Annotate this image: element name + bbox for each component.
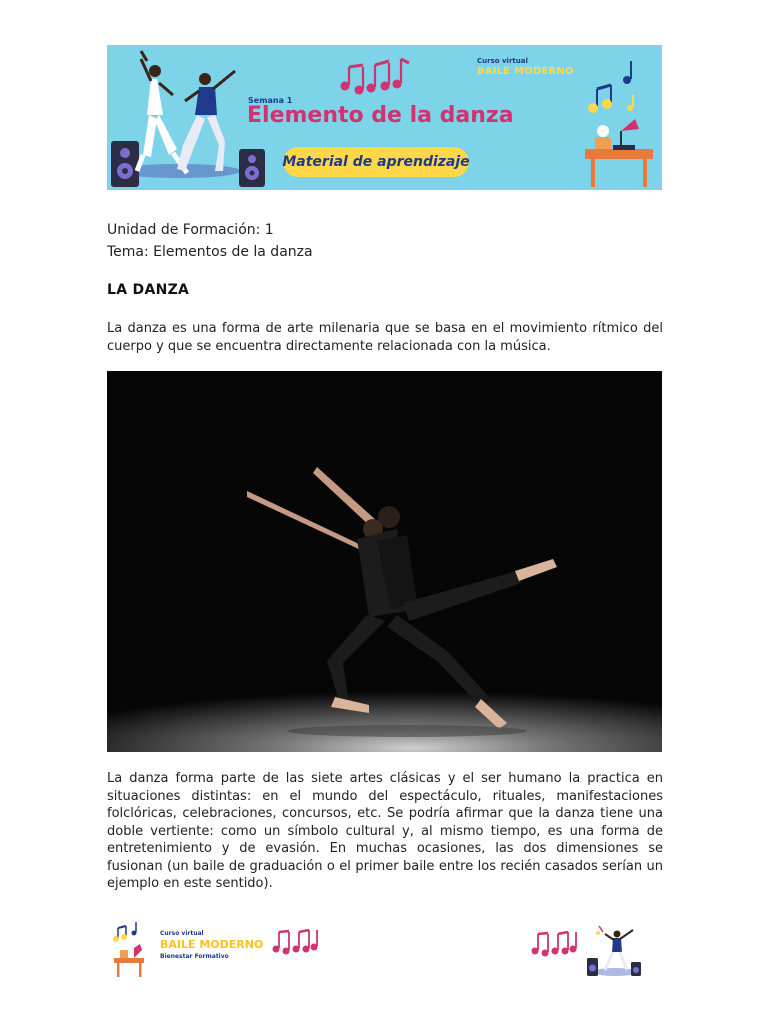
paragraph-intro: La danza es una forma de arte milenaria que se basa en el movimiento rítmico del cuerpo y que se encuentra directamente relacionada con la música.	[107, 321, 663, 354]
banner-pill: Material de aprendizaje	[283, 147, 469, 177]
music-notes-icon	[341, 59, 410, 95]
footer-subtitle: Bienestar Formativo	[160, 953, 229, 960]
speaker-icon	[111, 141, 139, 187]
ballet-photo	[107, 371, 662, 752]
footer-course-label: Curso virtual	[160, 930, 204, 937]
banner-course-name: BAILE MODERNO	[477, 66, 574, 77]
music-notes-icon	[588, 61, 633, 113]
dancer-illustration	[177, 71, 235, 171]
header-banner	[107, 45, 662, 190]
document-meta	[107, 219, 313, 263]
banner-title: Elemento de la danza	[247, 103, 514, 128]
dancer-illustration	[137, 51, 187, 173]
table-illustration	[585, 119, 653, 187]
topic-line: Tema: Elementos de la danza	[107, 244, 313, 260]
music-notes-icon	[530, 930, 580, 960]
music-notes-icon	[271, 928, 321, 958]
unit-line: Unidad de Formación: 1	[107, 222, 274, 238]
section-heading: LA DANZA	[107, 282, 190, 298]
paragraph-main: La danza forma parte de las siete artes clásicas y el ser humano la practica en situaciones distintas: en el mundo del espectáculo, rituales, manifestaciones folclóricas, celebraciones, concursos, etc. Se podría afirmar que la danza tiene una doble vertiente: como un símbolo cultural y, al mismo tiempo, es una forma de entretenimiento y de evasión. En muchas ocasiones, las dos dimensiones se fusionan (un baile de graduación o el primer baile entre los recién casados serían un ejemplo en este sentido).	[107, 771, 663, 891]
footer-course-name: BAILE MODERNO	[160, 938, 264, 951]
speaker-icon	[239, 149, 265, 187]
banner-course-label: Curso virtual	[477, 57, 528, 65]
dancer-speaker-icon	[585, 924, 645, 978]
banner-week: Semana 1	[248, 96, 293, 105]
footer-table-icon	[108, 918, 156, 978]
